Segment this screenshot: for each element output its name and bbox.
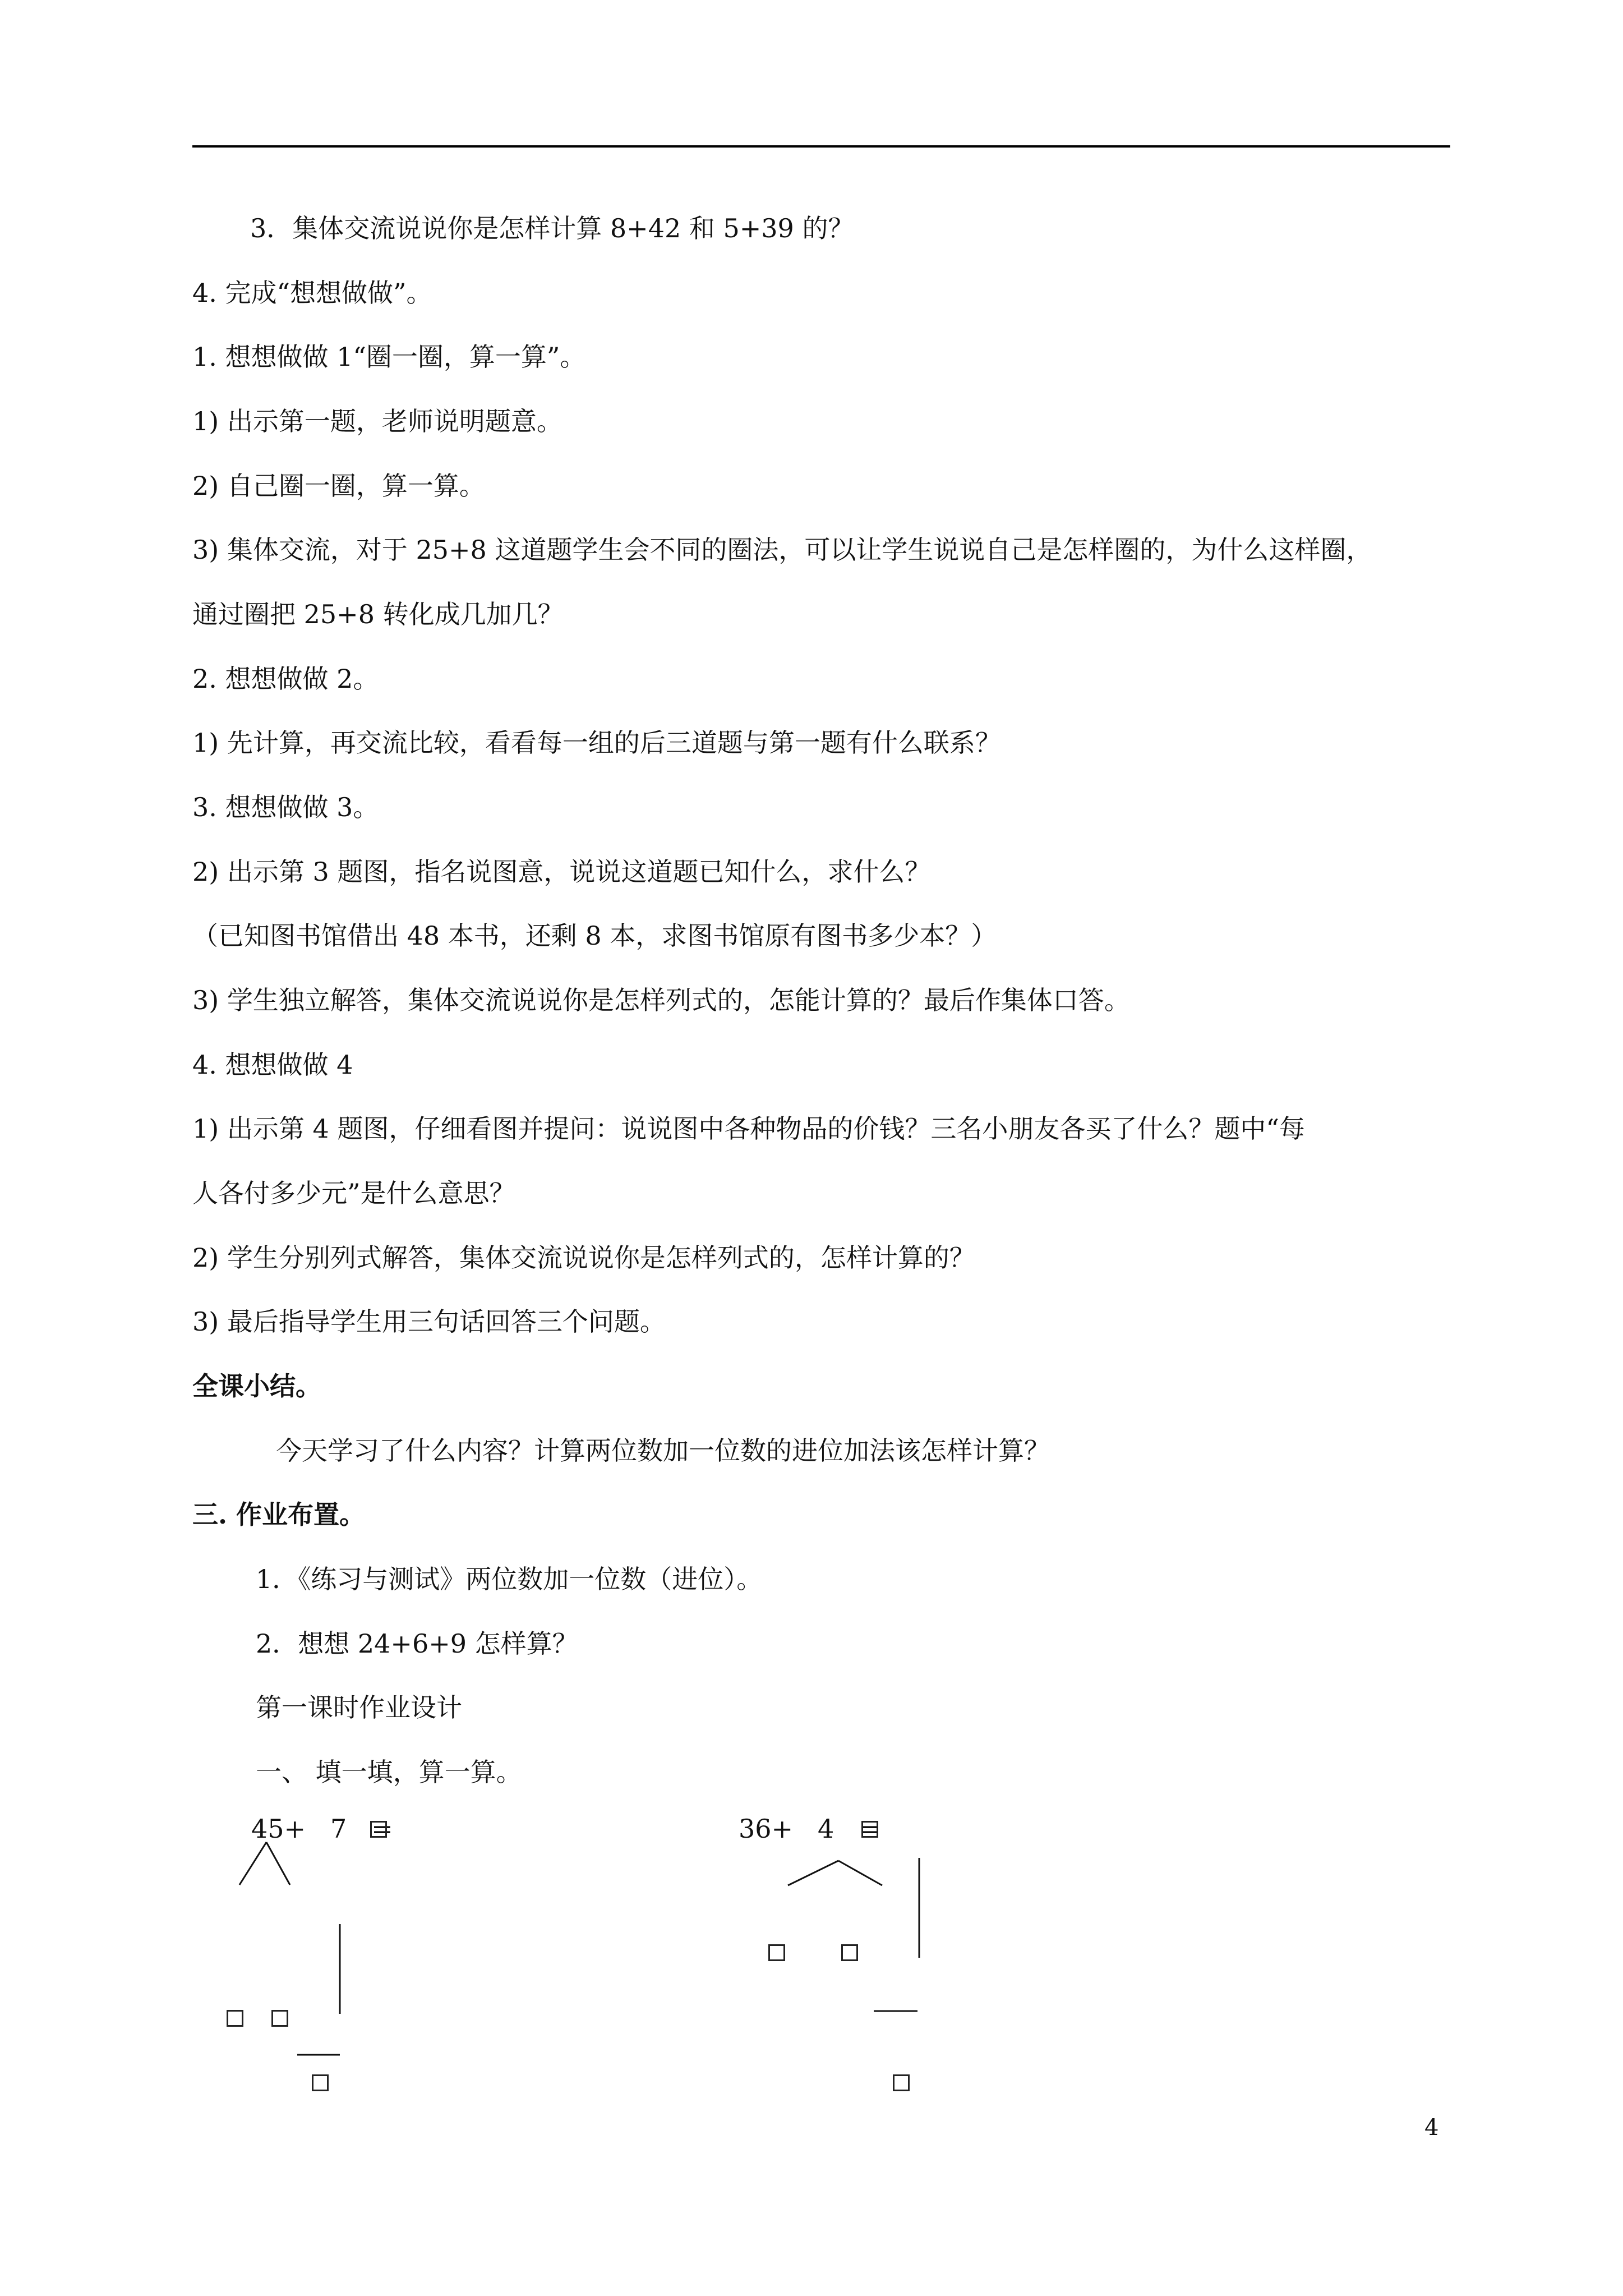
text-line-25: 一、 填一填，算一算。 — [230, 1757, 522, 1787]
text-line-1: 3．集体交流说说你是怎样计算 8+42 和 5+39 的？ — [224, 213, 854, 243]
text-line-24: 第一课时作业设计 — [230, 1692, 462, 1723]
text-line-6: 3) 集体交流，对于 25+8 这道题学生会不同的圈法，可以让学生说说自己是怎样圈的，为什么这样圈， — [192, 535, 1372, 565]
text-line-17: 2) 学生分别列式解答，集体交流说说你是怎样列式的，怎样计算的？ — [192, 1243, 975, 1273]
left-split-line-b — [266, 1842, 290, 1885]
left-split-line-a — [239, 1842, 266, 1885]
text-line-16: 人各付多少元”是什么意思？ — [192, 1178, 515, 1208]
text-line-14: 4. 想想做做 4 — [192, 1050, 353, 1080]
text-line-20: 今天学习了什么内容？计算两位数加一位数的进位加法该怎样计算？ — [224, 1435, 1050, 1466]
section-heading-homework: 三. 作业布置。 — [192, 1499, 366, 1530]
right-split-line-a — [788, 1861, 838, 1885]
text-line-4: 1) 出示第一题，老师说明题意。 — [192, 406, 562, 436]
text-line-2: 4. 完成“想想做做”。 — [192, 278, 432, 308]
page-number: 4 — [1424, 2115, 1439, 2141]
left-equation: 45+ 7 = — [251, 1814, 393, 1844]
text-line-5: 2) 自己圈一圈，算一算。 — [192, 471, 485, 501]
text-line-9: 1) 先计算，再交流比较，看看每一组的后三道题与第一题有什么联系？ — [192, 728, 1001, 758]
text-line-11: 2) 出示第 3 题图，指名说图意，说说这道题已知什么，求什么？ — [192, 857, 931, 887]
text-line-18: 3) 最后指导学生用三句话回答三个问题。 — [192, 1306, 666, 1337]
text-line-8: 2. 想想做做 2。 — [192, 664, 379, 694]
text-line-23: 2．想想 24+6+9 怎样算？ — [230, 1628, 578, 1659]
section-heading-summary: 全课小结。 — [192, 1371, 321, 1401]
text-line-12: （已知图书馆借出 48 本书，还剩 8 本，求图书馆原有图书多少本？） — [192, 921, 997, 951]
text-line-3: 1. 想想做做 1“圈一圈，算一算”。 — [192, 342, 586, 372]
text-line-15: 1) 出示第 4 题图，仔细看图并提问：说说图中各种物品的价钱？三名小朋友各买了什么？题中“每 — [192, 1114, 1305, 1144]
text-line-13: 3) 学生独立解答，集体交流说说你是怎样列式的，怎能计算的？最后作集体口答。 — [192, 985, 1130, 1015]
text-line-22: 1．《练习与测试》两位数加一位数（进位）。 — [230, 1564, 763, 1594]
right-equation: 36+ 4 = — [739, 1814, 880, 1844]
text-line-7: 通过圈把 25+8 转化成几加几？ — [192, 599, 564, 629]
text-line-10: 3. 想想做做 3。 — [192, 792, 379, 822]
right-split-line-b — [838, 1861, 882, 1885]
